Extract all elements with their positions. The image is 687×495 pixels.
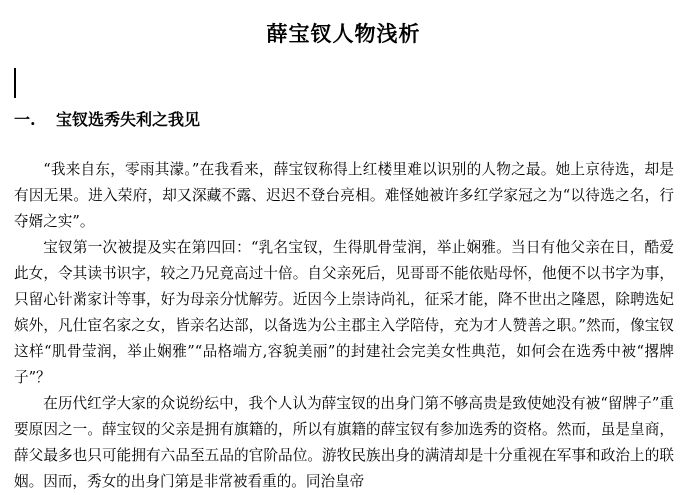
section-heading [14,108,200,132]
text-cursor [14,68,16,98]
paragraph-2[interactable]: 宝钗第一次被提及实在第四回：“乳名宝钗，生得肌骨莹润，举止娴雅。当日有他父亲在日，酷爱此女，令其读书识字，较之乃兄竟高过十倍。自父亲死后，见哥哥不能依贴母怀，他便不以书字为事，只留心针黹家计等事，好为母亲分忧解劳。近因今上崇诗尚礼，征采才能，降不世出之隆恩，除聘选妃嫔外，凡仕宦名家之女，皆亲名达部，以备选为公主郡主入学陪侍，充为才人赞善之职。”然而，像宝钗这样“肌骨莹润，举止娴雅”“品格端方,容貌美丽”的封建社会完美女性典范，如何会在选秀中被“撂牌子”？ [14,239,674,386]
paragraph-1[interactable]: “我来自东，零雨其濛。”在我看来，薛宝钗称得上红楼里难以识别的人物之最。她上京待选，却是有因无果。进入荣府，却又深藏不露、迟迟不登台亮相。难怪她被许多红学家冠之为“以待选之名，行夺婿之实”。 [14,161,674,230]
section-title: 宝钗选秀失利之我见 [56,110,201,129]
document-title: 薛宝钗人物浅析 [266,21,421,46]
section-number: 一. [14,110,36,129]
body-text[interactable] [14,157,674,495]
paragraph-3[interactable]: 在历代红学大家的众说纷纭中，我个人认为薛宝钗的出身门第不够高贵是致使她没有被“留牌子”重要原因之一。薛宝钗的父亲是拥有旗籍的，所以有旗籍的薛宝钗有参加选秀的资格。然而，虽是皇商，薛父最多也只可能拥有六品至五品的官阶品位。游牧民族出身的满清却是十分重视在军事和政治上的联姻。因而，秀女的出身门第是非常被看重的。同治皇帝 [14,395,674,490]
